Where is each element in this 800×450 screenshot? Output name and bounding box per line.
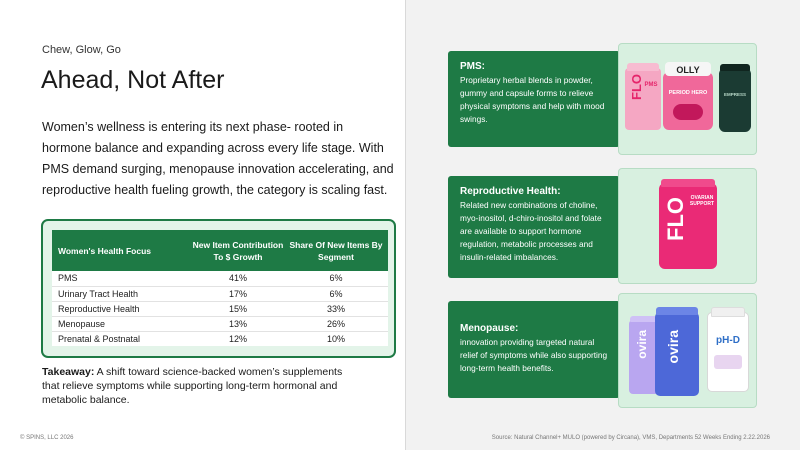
flo-ovarian-tag: OVARIAN SUPPORT	[689, 195, 715, 207]
olly-brand: OLLY	[676, 65, 700, 75]
pms-card	[448, 51, 620, 147]
phd-brand: pH-D	[716, 335, 740, 346]
column-header-share: Share Of New Items By Segment	[284, 230, 388, 271]
pms-heading: PMS:	[460, 61, 485, 72]
takeaway-text: A shift toward science-backed women’s supplements that relieve symptoms while supporting long-term hormonal and metabolic balance.	[42, 366, 343, 406]
flo-ovarian-brand: FLO	[663, 197, 688, 241]
eyebrow: Chew, Glow, Go	[42, 44, 121, 56]
pms-body: Proprietary herbal blends in powder, gummy and capsule forms to relieve physical symptoms and help with mood swings.	[460, 75, 605, 124]
table-cell: 17%	[192, 286, 284, 301]
takeaway	[42, 365, 362, 407]
reproductive-health-card	[448, 176, 620, 278]
pms-products-image	[618, 43, 757, 155]
table-cell: 15%	[192, 301, 284, 316]
table-row	[52, 286, 388, 301]
table-cell: 6%	[284, 271, 388, 286]
menopause-card	[448, 301, 620, 398]
empress-jar	[719, 68, 751, 132]
table-header-row	[52, 230, 388, 271]
empress-brand: EMPRESS	[723, 92, 746, 97]
table-cell: 26%	[284, 316, 388, 331]
table-cell: Urinary Tract Health	[52, 286, 192, 301]
flo-ovarian-jar	[659, 183, 717, 269]
source-note: Source: Natural Channel+ MULO (powered by Circana), VMS, Departments 52 Weeks Ending 2.22.2026	[491, 435, 770, 441]
table-cell: Prenatal & Postnatal	[58, 333, 141, 344]
table-cell: 13%	[192, 316, 284, 331]
takeaway-label: Takeaway:	[42, 366, 95, 378]
table-cell: 33%	[284, 301, 388, 316]
table-row	[52, 271, 388, 286]
ovira-jar-2	[655, 312, 699, 396]
table-container	[41, 219, 396, 358]
reproductive-products-image	[618, 168, 757, 284]
column-header-focus: Women's Health Focus	[52, 230, 192, 271]
column-header-contribution: New Item Contribution To $ Growth	[192, 230, 284, 271]
table-row	[52, 331, 388, 346]
menopause-body: innovation providing targeted natural relief of symptoms while also supporting long-term health benefits.	[460, 337, 608, 373]
table-cell: PMS	[52, 271, 192, 286]
ovira-2-brand: ovira	[665, 330, 681, 364]
table-row	[52, 301, 388, 316]
phd-jar	[707, 312, 749, 392]
table-cell: Menopause	[52, 316, 192, 331]
reproductive-heading: Reproductive Health:	[460, 186, 561, 197]
menopause-heading: Menopause:	[460, 323, 519, 334]
olly-jar	[663, 65, 713, 130]
menopause-products-image	[618, 293, 757, 408]
flo-pms-jar	[625, 68, 661, 130]
table-cell: 41%	[192, 271, 284, 286]
page-title: Ahead, Not After	[41, 66, 225, 94]
intro-paragraph: Women’s wellness is entering its next phase- rooted in hormone balance and expanding across every life stage. With PMS demand surging, menopause innovation accelerating, and reproductive health fueling growth, the category is scaling fast.	[42, 120, 394, 197]
table-cell: 6%	[284, 286, 388, 301]
flo-pms-tag: PMS	[644, 82, 658, 88]
womens-health-table	[52, 230, 388, 346]
flo-pms-brand: FLO	[629, 74, 644, 100]
reproductive-body: Related new combinations of choline, myo-inositol, d-chiro-inositol and folate are available to support hormone regulation, metabolic processes and insulin-related imbalances.	[460, 200, 602, 262]
table-cell: 10%	[326, 333, 345, 344]
olly-tag: PERIOD HERO	[668, 90, 708, 96]
ovira-1-brand: ovira	[635, 330, 649, 359]
table-cell: Reproductive Health	[52, 301, 192, 316]
table-row	[52, 316, 388, 331]
table-cell: 12%	[228, 333, 247, 344]
copyright: © SPINS, LLC 2026	[20, 435, 74, 441]
